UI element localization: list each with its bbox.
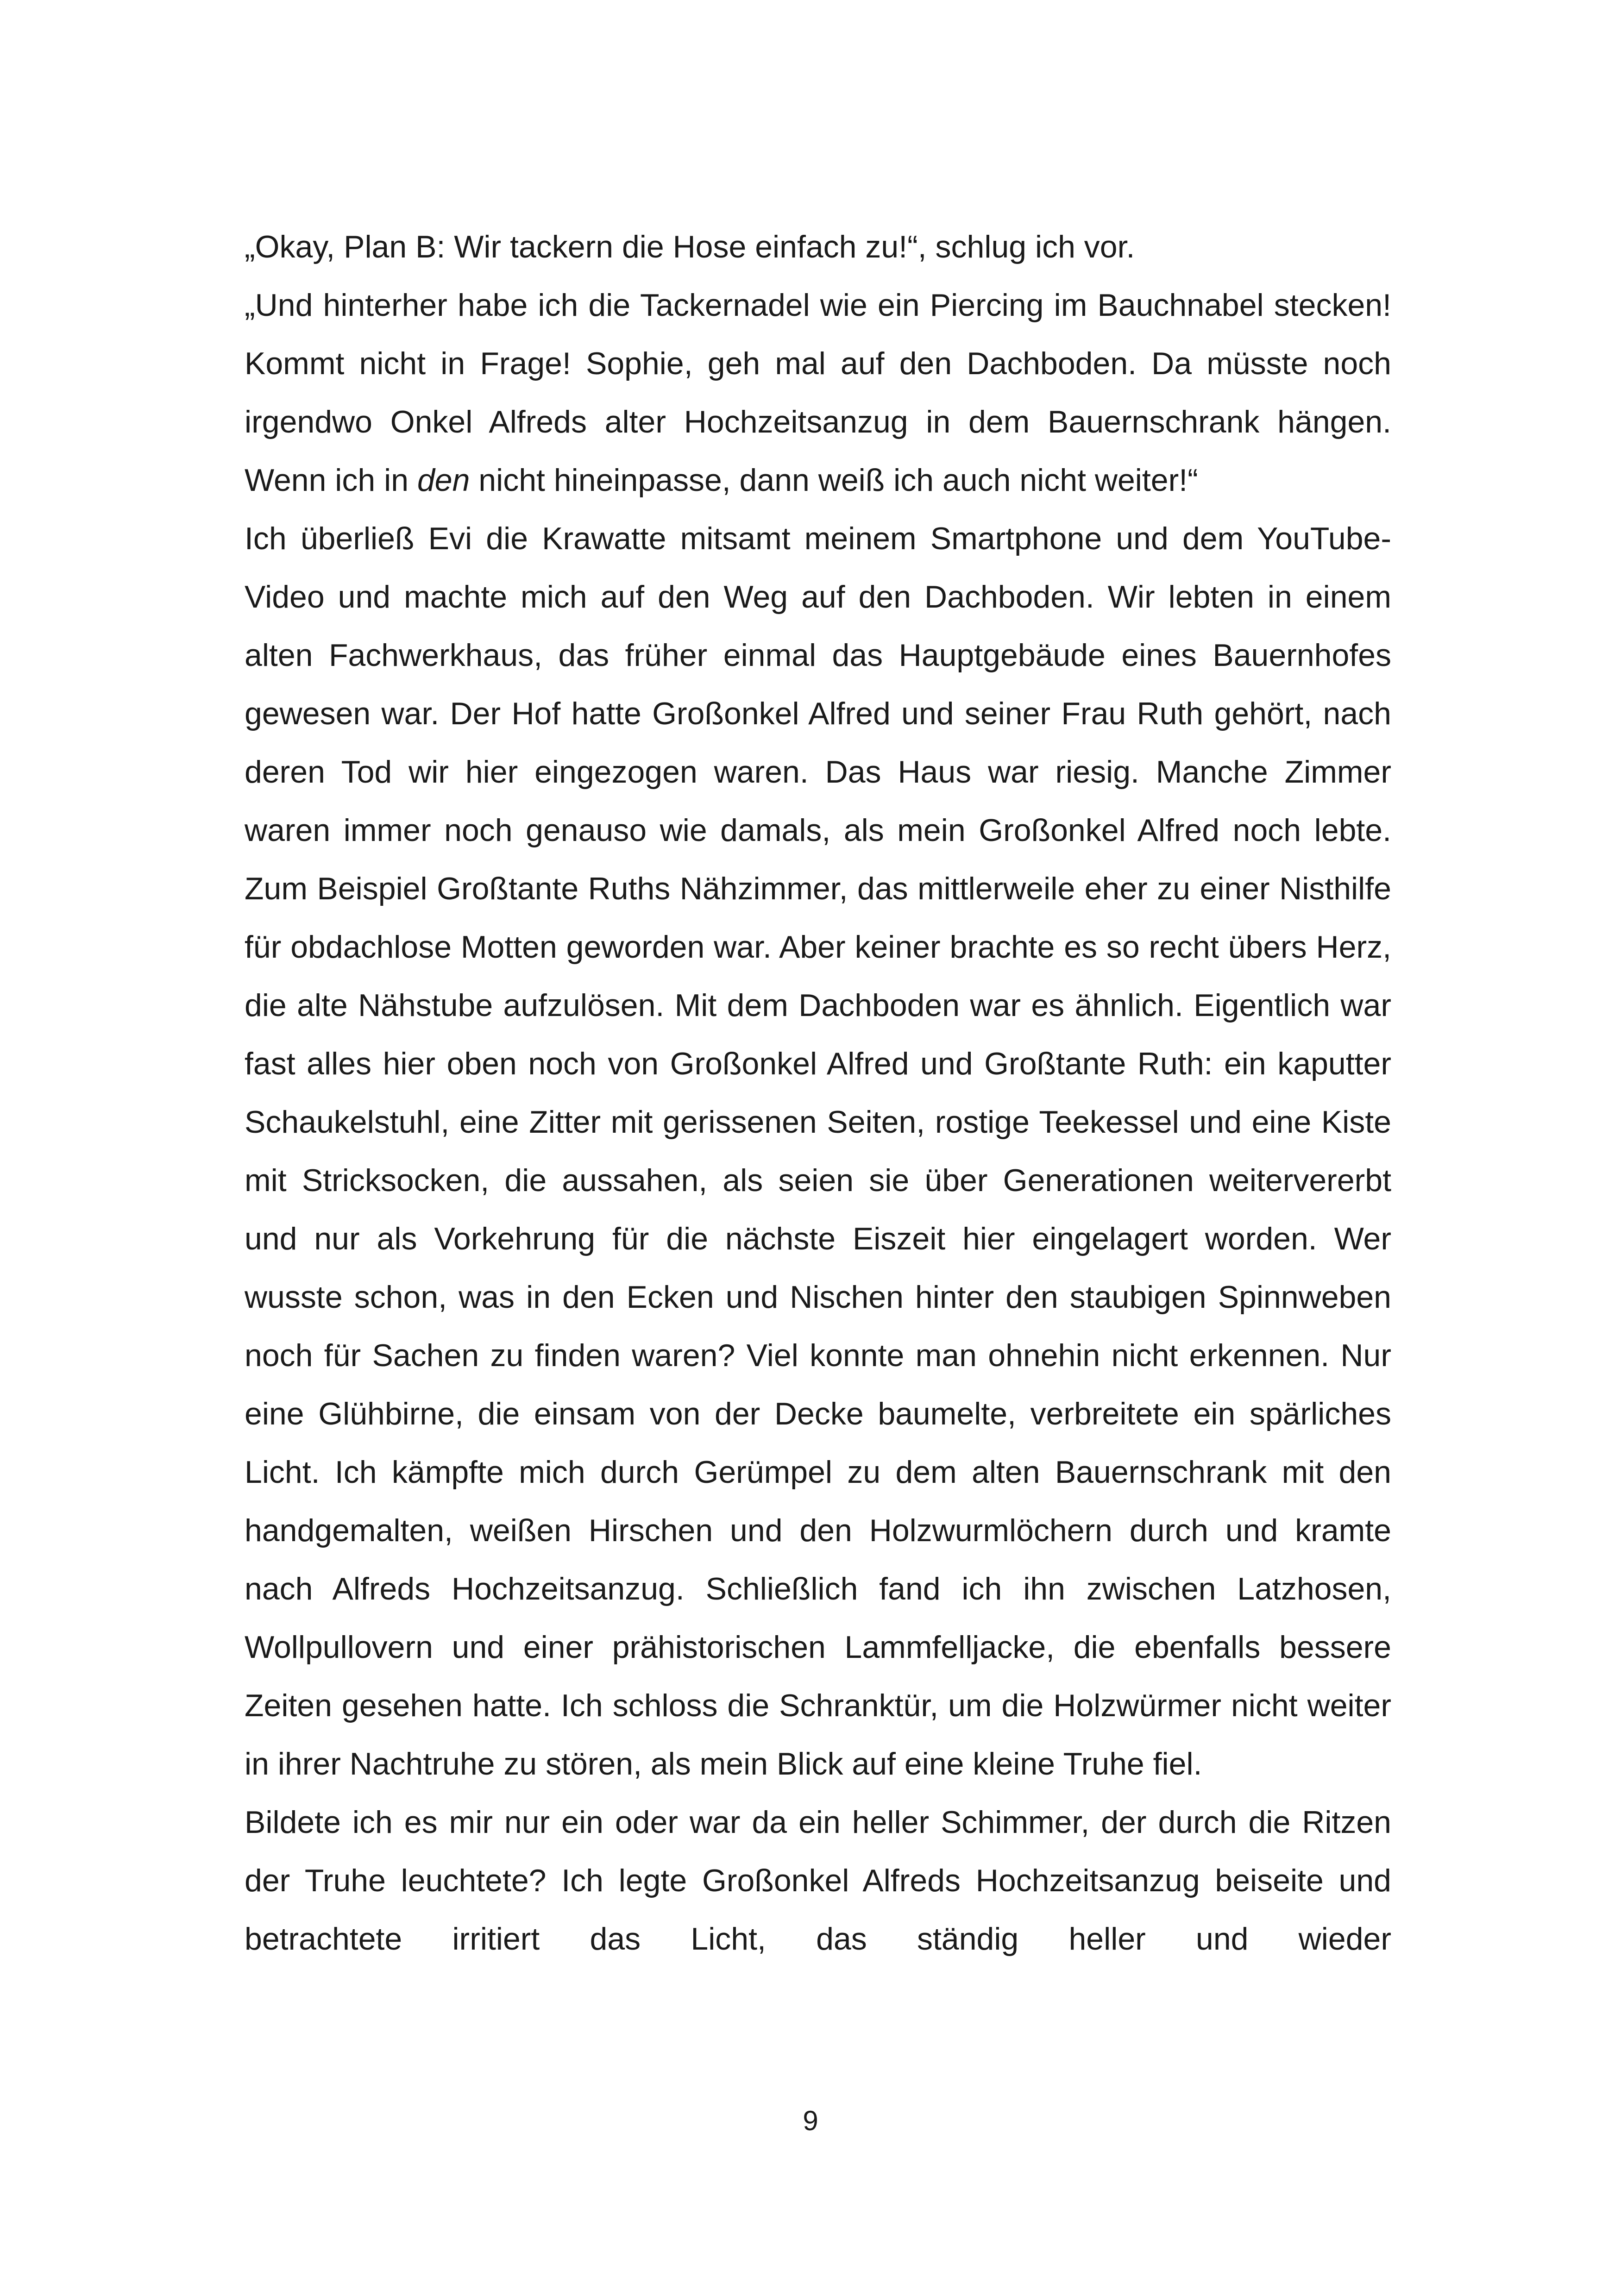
- paragraph-truhe: Bildete ich es mir nur ein oder war da ein heller Schimmer, der durch die Ritzen der Truhe leuchtete? Ich legte Großonkel Alfreds Hochzeitsanzug beiseite und betrachtete irritiert das Licht, das ständig heller und wieder: [245, 1805, 1391, 1957]
- paragraph-dialogue-dachboden: [245, 276, 1391, 509]
- paragraph-dialogue-plan-b: „Okay, Plan B: Wir tackern die Hose einfach zu!“, schlug ich vor.: [245, 229, 1135, 264]
- paragraph-dachboden-description: Ich überließ Evi die Krawatte mitsamt meinem Smartphone und dem YouTube-Video und machte mich auf den Weg auf den Dachboden. Wir lebten in einem alten Fachwerkhaus, das früher einmal das Hauptgebäude eines Bauernhofes gewesen war. Der Hof hatte Großonkel Alfred und seiner Frau Ruth gehört, nach deren Tod wir hier eingezogen waren. Das Haus war riesig. Manche Zimmer waren immer noch genauso wie damals, als mein Großonkel Alfred noch lebte. Zum Beispiel Großtante Ruths Nähzimmer, das mittlerweile eher zu einer Nisthilfe für obdachlose Motten geworden war. Aber keiner brachte es so recht übers Herz, die alte Nähstube aufzulösen. Mit dem Dachboden war es ähnlich. Eigentlich war fast alles hier oben noch von Großonkel Alfred und Großtante Ruth: ein kaputter Schaukelstuhl, eine Zitter mit gerissenen Seiten, rostige Teekessel und eine Kiste mit Stricksocken, die aussahen, als seien sie über Generationen weitervererbt und nur als Vorkehrung für die nächste Eiszeit hier eingelagert worden. Wer wusste schon, was in den Ecken und Nischen hinter den staubigen Spinnweben noch für Sachen zu finden waren? Viel konnte man ohnehin nicht erkennen. Nur eine Glühbirne, die einsam von der Decke baumelte, verbreitete ein spärliches Licht. Ich kämpfte mich durch Gerümpel zu dem alten Bauernschrank mit den handgemalten, weißen Hirschen und den Holzwurmlöchern durch und kramte nach Alfreds Hochzeitsanzug. Schließlich fand ich ihn zwischen Latzhosen, Wollpullovern und einer prähistorischen Lammfelljacke, die ebenfalls bessere Zeiten gesehen hatte. Ich schloss die Schranktür, um die Holzwürmer nicht weiter in ihrer Nachtruhe zu stören, als mein Blick auf eine kleine Truhe fiel.: [245, 521, 1391, 1782]
- page-number: 9: [803, 2105, 818, 2136]
- paragraph-text-start: „Und hinterher habe ich die Tackernadel wie ein Piercing im Bauchnabel stecken! Kommt nicht in Frage! Sophie, geh mal auf den Dachboden. Da müsste noch irgendwo Onkel Alfreds alter Hochzeitsanzug in dem Bauernschrank hängen. Wenn ich in: [245, 288, 1391, 498]
- body-text: [245, 218, 1391, 1968]
- emphasized-word: den: [417, 463, 470, 498]
- paragraph-text-end: nicht hineinpasse, dann weiß ich auch nicht weiter!“: [470, 463, 1198, 498]
